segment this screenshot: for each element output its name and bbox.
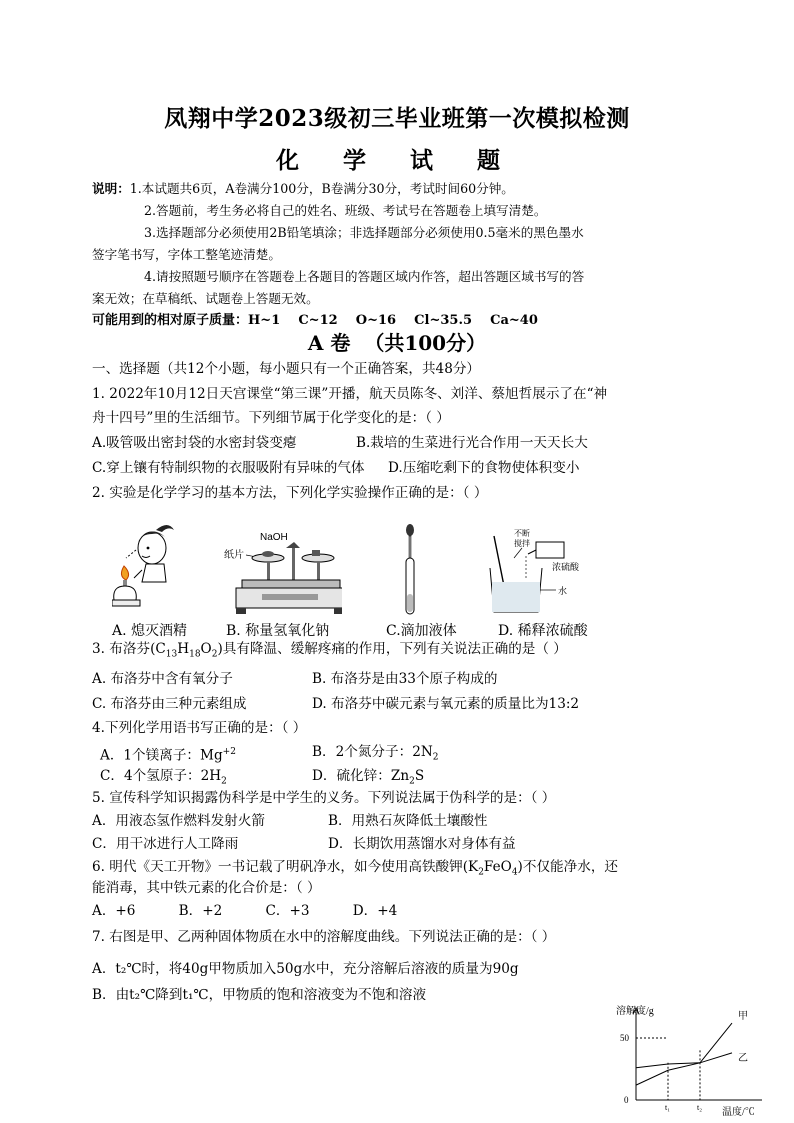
acid-label: 浓硫酸	[552, 562, 580, 572]
q6-stem-line2: 能消毒，其中铁元素的化合价是：（ ）	[92, 880, 321, 896]
atomic-mass-values: H~1 C~12 O~16 Cl~35.5 Ca~40	[248, 313, 538, 328]
q2-figure-a	[112, 520, 182, 620]
q4-c-sub: 2	[221, 776, 227, 787]
q5-option-d: D．长期饮用蒸馏水对身体有益	[328, 836, 516, 852]
q4-a-text: A．1个镁离子：Mg	[100, 747, 223, 764]
paper-label: 纸片	[224, 550, 244, 561]
naoh-label: NaOH	[260, 532, 288, 543]
note-1: 1.本试题共6页，A卷满分100分，B卷满分30分，考试时间60分钟。	[129, 181, 514, 196]
q4-c-text: C．4个氢原子：2H	[100, 768, 222, 784]
series-line-jia	[636, 1023, 732, 1085]
q3-sub-c: 13	[165, 649, 178, 660]
q4-d-text2: S	[414, 768, 425, 784]
q4-a-sup: +2	[222, 747, 236, 757]
q3-o: O	[200, 641, 212, 657]
q4-d-sub: 2	[409, 776, 415, 787]
note-4-cont: 案无效；在草稿纸、试题卷上答题无效。	[92, 291, 319, 306]
exam-title: 凤翔中学2023级初三毕业班第一次模拟检测	[164, 105, 630, 132]
q3-sub-o: 2	[211, 649, 218, 660]
series-label-jia: 甲	[738, 1011, 748, 1023]
series-line-yi	[636, 1053, 732, 1068]
q6-stem-1b: FeO	[483, 859, 512, 875]
q2-figure-c	[398, 524, 428, 616]
x-tick-t2: t₂	[697, 1103, 703, 1112]
note-4: 4.请按照题号顺序在答题卷上各题目的答题区域内作答，超出答题区域书写的答	[144, 269, 585, 284]
section-a-title: A 卷 （共100分）	[307, 331, 487, 355]
q1-stem-line2: 舟十四号”里的生活细节。下列细节属于化学变化的是：（ ）	[92, 410, 450, 426]
q1-option-a: A.吸管吸出密封袋的水密封袋变瘪	[92, 435, 297, 451]
q3-sub-h: 18	[189, 649, 201, 660]
q1-option-d: D.压缩吃剩下的食物使体积变小	[388, 460, 580, 476]
q6-options: A．+6 B．+2 C．+3 D．+4	[92, 903, 398, 919]
q4-option-a	[100, 741, 236, 767]
q5-option-c: C．用干冰进行人工降雨	[92, 836, 239, 852]
q5-option-a: A．用液态氢作燃料发射火箭	[92, 813, 265, 829]
y-axis-label: 溶解度/g	[616, 1006, 654, 1017]
q6-stem-1c: )不仅能净水，还	[517, 859, 619, 875]
q2-stem: 2. 实验是化学学习的基本方法，下列化学实验操作正确的是：（ ）	[92, 485, 488, 501]
q3-option-a: A. 布洛芬中含有氧分子	[92, 671, 233, 687]
q3-option-c: C. 布洛芬由三种元素组成	[92, 696, 247, 712]
q3-option-d: D. 布洛芬中碳元素与氧元素的质量比为13:2	[312, 696, 580, 712]
q3-stem-a: 3. 布洛芬(C	[92, 641, 166, 657]
note-3-cont: 签字笔书写，字体工整笔迹清楚。	[92, 247, 281, 262]
q2-figure-d	[486, 528, 596, 618]
note-2: 2.答题前，考生务必将自己的姓名、班级、考试号在答题卷上填写清楚。	[144, 203, 547, 218]
q1-stem-line1: 1. 2022年10月12日天宫课堂“第三课”开播，航天员陈冬、刘洋、蔡旭哲展示了在“神	[92, 386, 608, 402]
notes-label: 说明：	[92, 181, 130, 196]
x-axis-label: 温度/℃	[722, 1107, 755, 1118]
y-tick-50: 50	[620, 1033, 629, 1043]
q4-stem: 4.下列化学用语书写正确的是：（ ）	[92, 720, 307, 736]
q6-stem-1a: 6. 明代《天工开物》一书记载了明矾净水，如今使用高铁酸钾(K	[92, 859, 479, 875]
solubility-chart	[612, 1004, 772, 1118]
part-1-heading: 一、选择题（共12个小题，每小题只有一个正确答案，共48分）	[92, 361, 481, 377]
note-3: 3.选择题部分必须使用2B铅笔填涂；非选择题部分必须使用0.5毫米的黑色墨水	[144, 225, 584, 240]
q1-option-b: B.栽培的生菜进行光合作用一天天长大	[356, 435, 588, 451]
q5-stem: 5. 宣传科学知识揭露伪科学是中学生的义务。下列说法属于伪科学的是：（ ）	[92, 790, 556, 806]
q2-caption-c: C.滴加液体	[386, 623, 457, 639]
q7-option-b: B．由t₂℃降到t₁℃，甲物质的饱和溶液变为不饱和溶液	[92, 987, 427, 1003]
q6-sub-k: 2	[478, 867, 484, 878]
q2-caption-d: D. 稀释浓硫酸	[498, 623, 588, 639]
q2-caption-b: B. 称量氢氧化钠	[226, 623, 330, 639]
notes-block	[92, 178, 514, 200]
q2-caption-a: A. 熄灭酒精	[112, 623, 188, 639]
x-tick-t1: t₁	[665, 1103, 671, 1112]
q3-h: H	[177, 641, 190, 657]
q2-figure-b	[222, 528, 342, 618]
q6-sub-o: 4	[511, 867, 518, 878]
stir-label-2: 搅拌	[514, 539, 530, 548]
q4-b-text: B．2个氮分子：2N	[312, 744, 433, 760]
q3-stem-b: )具有降温、缓解疼痛的作用，下列有关说法正确的是（ ）	[217, 641, 567, 657]
q7-option-a: A．t₂℃时，将40g甲物质加入50g水中，充分溶解后溶液的质量为90g	[92, 961, 519, 977]
series-label-yi: 乙	[738, 1052, 748, 1064]
q3-stem	[92, 638, 567, 666]
q1-option-c: C.穿上镶有特制织物的衣服吸附有异味的气体	[92, 460, 365, 476]
q7-stem: 7. 右图是甲、乙两种固体物质在水中的溶解度曲线。下列说法正确的是：（ ）	[92, 929, 556, 945]
q5-option-b: B．用熟石灰降低土壤酸性	[328, 813, 488, 829]
y-tick-0: 0	[624, 1095, 629, 1105]
q3-option-b: B. 布洛芬是由33个原子构成的	[312, 671, 498, 687]
water-label: 水	[558, 586, 568, 596]
atomic-mass-label: 可能用到的相对原子质量：	[92, 313, 249, 328]
q4-d-text1: D．硫化锌：Zn	[312, 768, 410, 784]
subject-title: 化 学 试 题	[275, 147, 519, 174]
stir-label-1: 不断	[514, 529, 530, 538]
q4-b-sub: 2	[432, 752, 439, 763]
